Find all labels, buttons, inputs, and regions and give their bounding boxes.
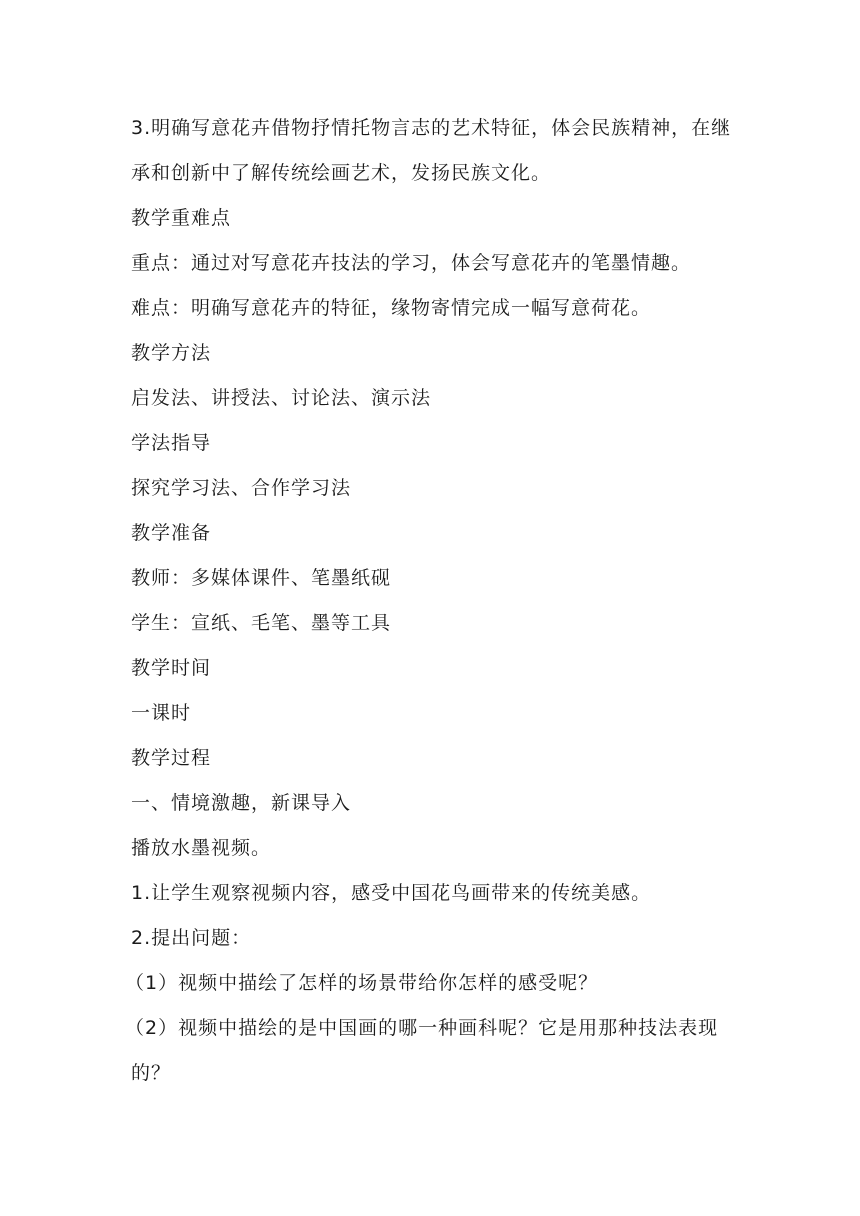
objective-3-line-2: 承和创新中了解传统绘画艺术，发扬民族文化。 xyxy=(131,162,552,184)
heading-teaching-preparation: 教学准备 xyxy=(131,522,212,544)
teaching-time-text: 一课时 xyxy=(131,702,192,724)
step-1-text: 1.让学生观察视频内容，感受中国花鸟画带来的传统美感。 xyxy=(131,882,652,904)
heading-teaching-time: 教学时间 xyxy=(131,657,212,679)
heading-teaching-methods: 教学方法 xyxy=(131,342,212,364)
heading-learning-guidance: 学法指导 xyxy=(131,432,212,454)
learning-guidance-text: 探究学习法、合作学习法 xyxy=(131,477,352,499)
teacher-preparation-text: 教师：多媒体课件、笔墨纸砚 xyxy=(131,567,392,589)
question-1-text: （1）视频中描绘了怎样的场景带给你怎样的感受呢？ xyxy=(125,972,599,994)
play-video-text: 播放水墨视频。 xyxy=(131,837,272,859)
document-body xyxy=(125,106,751,1096)
question-2-line-1: （2）视频中描绘的是中国画的哪一种画科呢？它是用那种技法表现 xyxy=(125,1017,719,1039)
difficult-point-text: 难点：明确写意花卉的特征，缘物寄情完成一幅写意荷花。 xyxy=(131,297,652,319)
heading-teaching-process: 教学过程 xyxy=(131,747,212,769)
student-preparation-text: 学生：宣纸、毛笔、墨等工具 xyxy=(131,612,392,634)
key-point-text: 重点：通过对写意花卉技法的学习，体会写意花卉的笔墨情趣。 xyxy=(131,252,692,274)
teaching-methods-text: 启发法、讲授法、讨论法、演示法 xyxy=(131,387,432,409)
section-1-heading: 一、情境激趣，新课导入 xyxy=(131,792,352,814)
question-2-line-2: 的？ xyxy=(131,1062,172,1084)
step-2-text: 2.提出问题： xyxy=(131,927,252,949)
objective-3-line-1: 3.明确写意花卉借物抒情托物言志的艺术特征，体会民族精神，在继 xyxy=(131,117,732,139)
heading-key-difficult-points: 教学重难点 xyxy=(131,207,232,229)
